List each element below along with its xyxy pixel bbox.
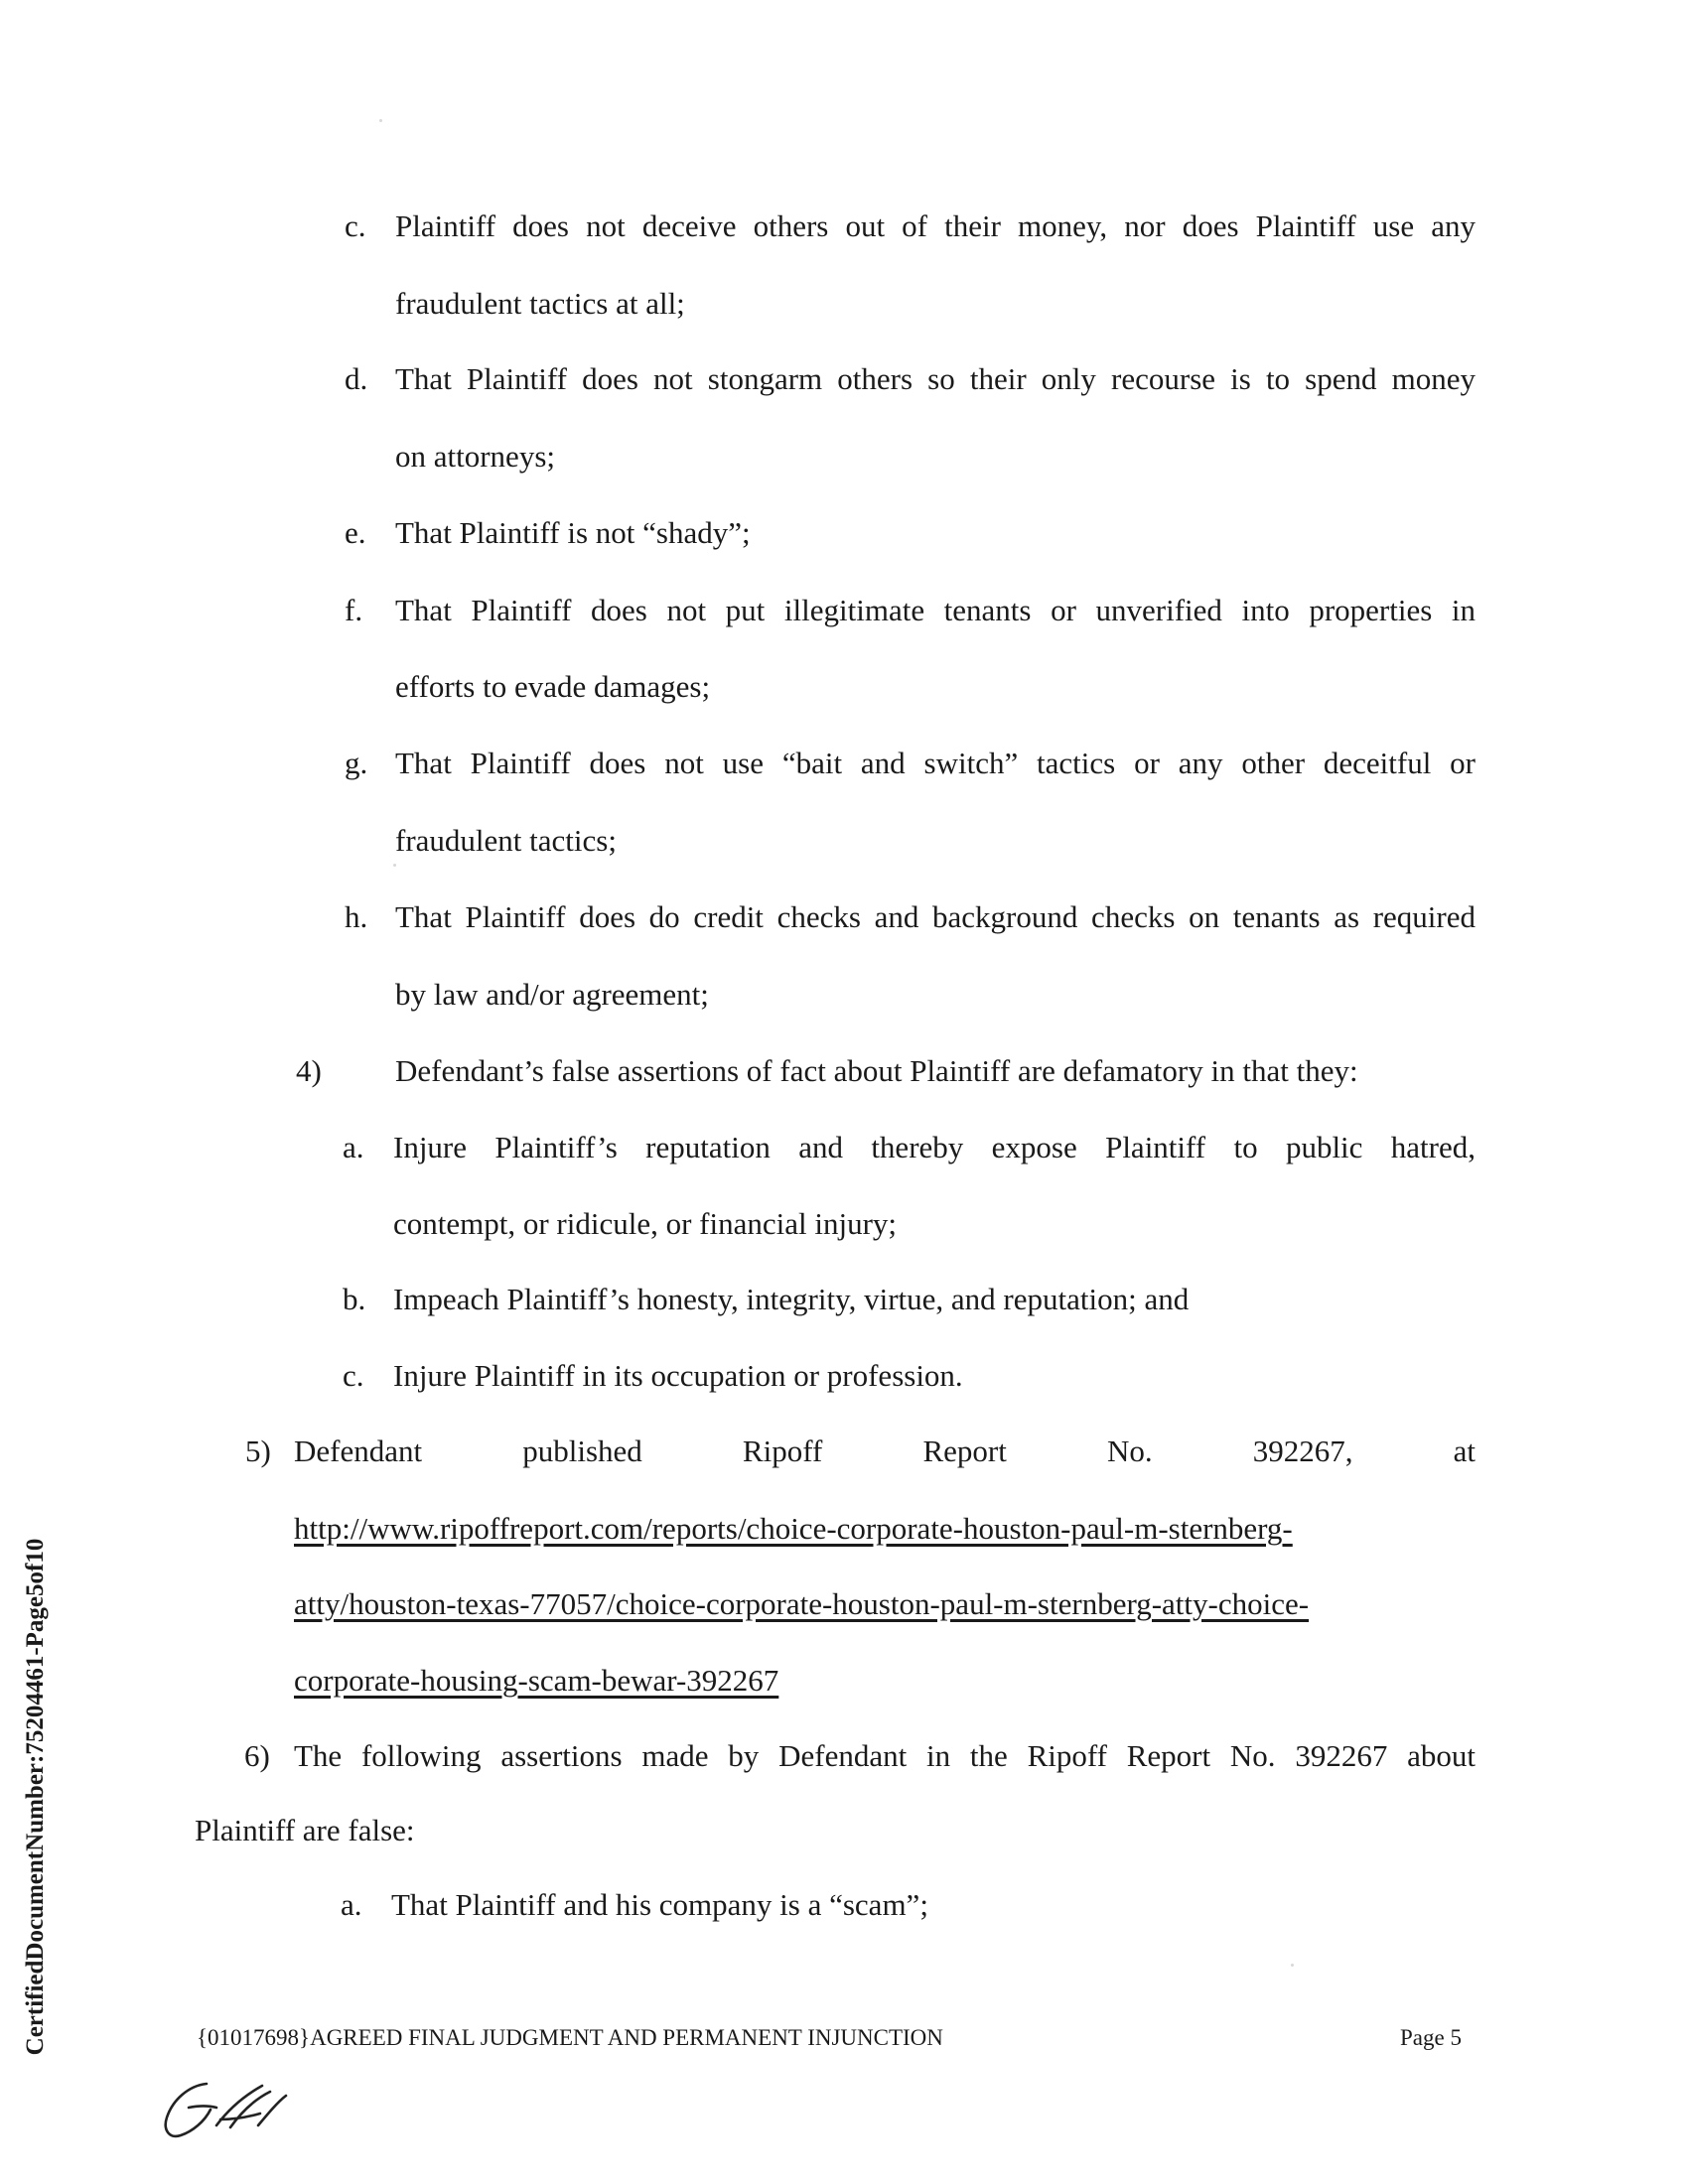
para4-marker: 4) [296, 1053, 322, 1088]
certified-document-number: CertifiedDocumentNumber:75204461-Page5of10 [22, 1538, 49, 2056]
scan-speck [393, 864, 396, 867]
para4-item-c-marker: c. [343, 1358, 364, 1393]
para6-line1: The following assertions made by Defendant in the Ripoff Report No. 392267 about [294, 1738, 1476, 1773]
item-h-line2: by law and/or agreement; [395, 977, 709, 1012]
item-f-marker: f. [345, 593, 363, 627]
footer-page-number: Page 5 [1400, 2025, 1462, 2050]
para4-item-b-line1: Impeach Plaintiff’s honesty, integrity, virtue, and reputation; and [393, 1282, 1190, 1316]
para6-line2: Plaintiff are false: [195, 1813, 415, 1847]
item-c-marker: c. [345, 208, 366, 243]
item-h-marker: h. [345, 899, 368, 934]
para5-url-line1[interactable]: http://www.ripoffreport.com/reports/choice-corporate-houston-paul-m-sternberg- [294, 1511, 1293, 1546]
item-g-line2: fraudulent tactics; [395, 823, 617, 858]
footer-title: {01017698}AGREED FINAL JUDGMENT AND PERMANENT INJUNCTION [197, 2025, 943, 2050]
para4-text: Defendant’s false assertions of fact about Plaintiff are defamatory in that they: [395, 1053, 1358, 1088]
item-d-marker: d. [345, 361, 368, 396]
item-c-line2: fraudulent tactics at all; [395, 286, 685, 321]
para5-marker: 5) [245, 1433, 271, 1468]
para6-item-a-line1: That Plaintiff and his company is a “scam”; [391, 1887, 928, 1922]
para4-item-a-marker: a. [343, 1130, 364, 1164]
item-h-line1: That Plaintiff does do credit checks and background checks on tenants as required [395, 899, 1476, 934]
item-d-line1: That Plaintiff does not stongarm others so their only recourse is to spend money [395, 361, 1476, 396]
para5-url-line3[interactable]: corporate-housing-scam-bewar-392267 [294, 1663, 779, 1698]
item-e-marker: e. [345, 515, 366, 550]
para4-item-b-marker: b. [343, 1282, 366, 1316]
signature-mark [159, 2070, 298, 2149]
para4-item-a-line2: contempt, or ridicule, or financial injury; [393, 1206, 898, 1241]
scan-speck [1291, 1964, 1294, 1967]
item-f-line1: That Plaintiff does not put illegitimate tenants or unverified into properties in [395, 593, 1476, 627]
item-f-line2: efforts to evade damages; [395, 669, 711, 704]
item-e-line1: That Plaintiff is not “shady”; [395, 515, 751, 550]
para6-item-a-marker: a. [341, 1887, 362, 1922]
para4-item-c-line1: Injure Plaintiff in its occupation or profession. [393, 1358, 963, 1393]
item-g-line1: That Plaintiff does not use “bait and switch” tactics or any other deceitful or [395, 746, 1476, 780]
scan-speck [379, 119, 382, 122]
item-c-line1: Plaintiff does not deceive others out of their money, nor does Plaintiff use any [395, 208, 1476, 243]
item-g-marker: g. [345, 746, 368, 780]
para4-item-a-line1: Injure Plaintiff’s reputation and thereby expose Plaintiff to public hatred, [393, 1130, 1476, 1164]
para5-text: Defendant published Ripoff Report No. 392267, at [294, 1433, 1476, 1468]
item-d-line2: on attorneys; [395, 439, 555, 474]
para5-url-line2[interactable]: atty/houston-texas-77057/choice-corporate-houston-paul-m-sternberg-atty-choice- [294, 1586, 1310, 1621]
para6-marker: 6) [244, 1738, 270, 1773]
